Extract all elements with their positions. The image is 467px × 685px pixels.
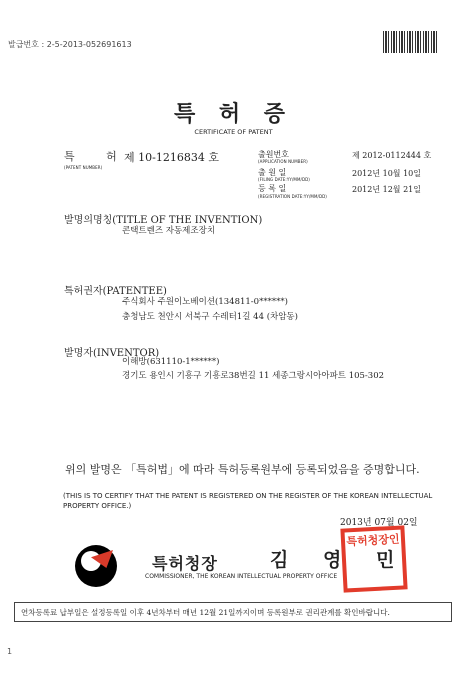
issue-date: 2013년 07월 02일 <box>340 518 418 528</box>
application-number-label-en: (APPLICATION NUMBER) <box>258 159 308 164</box>
certificate-title-en: CERTIFICATE OF PATENT <box>194 128 273 136</box>
certification-statement-en: (THIS IS TO CERTIFY THAT THE PATENT IS REGISTERED ON THE REGISTER OF THE KOREAN INTELLECTUAL PROPERTY OFFICE.) <box>63 492 433 510</box>
registration-date-label: 등 록 일 <box>258 184 287 193</box>
barcode <box>383 31 439 53</box>
patentee-name: 주식회사 주원이노베이션(134811-0******) <box>122 297 288 307</box>
patent-number: 제 10-1216834 호 <box>124 151 219 164</box>
application-number-label: 출원번호 <box>258 150 289 159</box>
issue-number: 발급번호 : 2-5-2013-052691613 <box>8 40 132 49</box>
filing-date-label-en: (FILING DATE:YY/MM/DD) <box>258 177 310 182</box>
page-number: 1 <box>7 647 13 656</box>
registration-date-label-en: (REGISTRATION DATE:YY/MM/DD) <box>258 194 327 199</box>
filing-date-label: 출 원 일 <box>258 168 287 177</box>
invention-title-heading: 발명의명칭(TITLE OF THE INVENTION) <box>64 215 263 226</box>
certificate-title: 특 허 증 <box>173 101 294 127</box>
kipo-logo-icon <box>75 545 117 587</box>
patent-label: 특 허 <box>64 150 131 163</box>
invention-title-value: 콘택트렌즈 자동제조장치 <box>122 226 216 236</box>
application-number-value: 제 2012-0112444 호 <box>352 151 432 160</box>
footer-notice: 연차등록료 납부일은 설정등록일 이후 4년차부터 매년 12월 21일까지이며 등록원부로 권리관계를 확인바랍니다. <box>14 602 452 622</box>
patentee-heading: 특허권자(PATENTEE) <box>64 286 167 297</box>
filing-date-value: 2012년 10월 10일 <box>352 169 421 178</box>
inventor-heading: 발명자(INVENTOR) <box>64 348 160 359</box>
commissioner-title: 특허청장 <box>152 554 218 573</box>
inventor-name: 이해방(631110-1******) <box>122 357 220 367</box>
registration-date-value: 2012년 12월 21일 <box>352 185 421 194</box>
commissioner-name: 김 영 민 <box>270 549 409 571</box>
certification-statement: 위의 발명은 「특허법」에 따라 특허등록원부에 등록되었음을 증명합니다. <box>65 463 420 476</box>
patent-number-label-en: (PATENT NUMBER) <box>64 165 103 170</box>
official-seal: 특허청장인 <box>340 525 407 592</box>
inventor-address: 경기도 용인시 기흥구 기흥로38번길 11 세종그랑시아아파트 105-302 <box>122 371 385 381</box>
commissioner-title-en: COMMISSIONER, THE KOREAN INTELLECTUAL PROPERTY OFFICE <box>145 573 338 580</box>
patentee-address: 충청남도 천안시 서북구 수레터1길 44 (차암동) <box>122 312 298 322</box>
